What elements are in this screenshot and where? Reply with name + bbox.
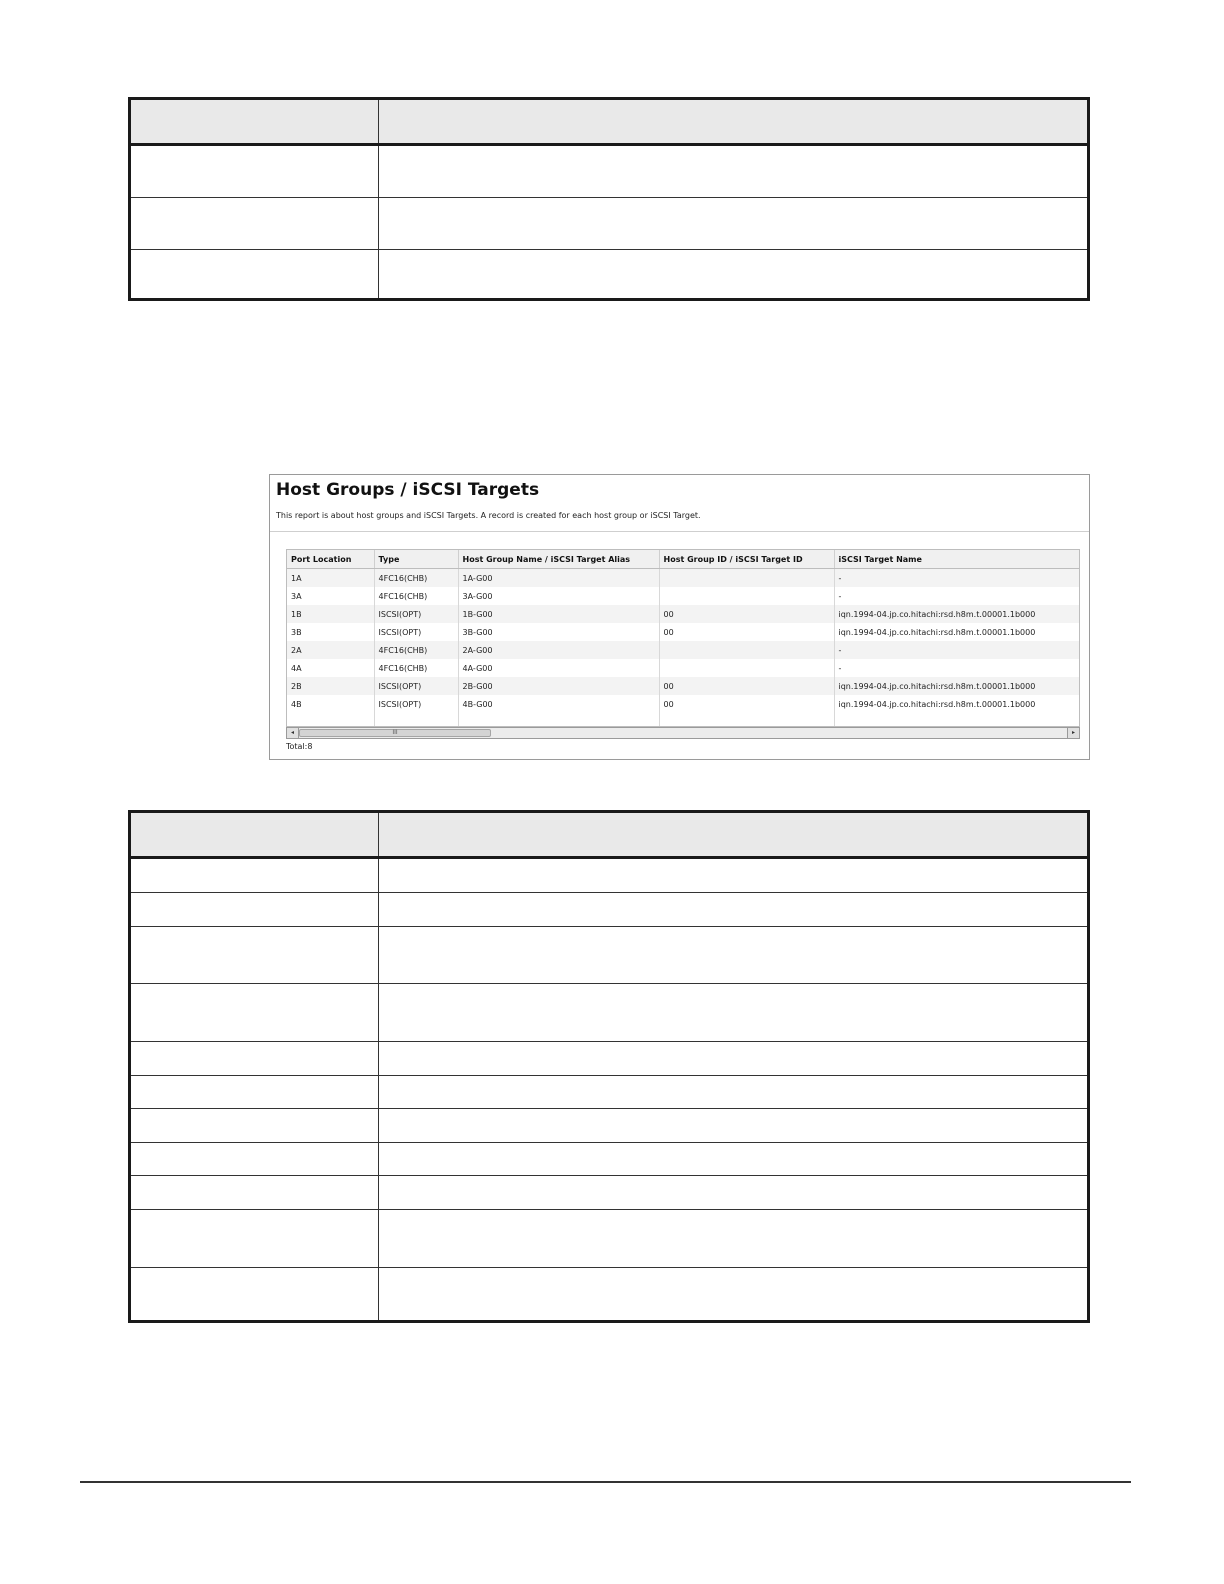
cell-host-group-name: 1A-G00 [458, 569, 659, 588]
header-cell [131, 100, 379, 143]
top-table-row [131, 145, 1087, 197]
bottom-table [128, 810, 1090, 1323]
table-row[interactable] [287, 641, 1080, 659]
cell-type: 4FC16(CHB) [374, 659, 458, 677]
report-grid [286, 549, 1080, 727]
bottom-table-row [131, 1209, 1087, 1267]
cell-type: 4FC16(CHB) [374, 587, 458, 605]
table-row[interactable] [287, 587, 1080, 605]
cell-host-group-id: 00 [659, 605, 834, 623]
cell-host-group-id: 00 [659, 695, 834, 713]
bottom-table-row [131, 1267, 1087, 1320]
total-count: Total:8 [286, 742, 313, 751]
cell-iscsi-target-name: iqn.1994-04.jp.co.hitachi:rsd.h8m.t.00001.1b000 [834, 695, 1080, 713]
horizontal-scrollbar[interactable] [286, 727, 1080, 739]
cell-port-location: 4B [287, 695, 374, 713]
header-cell [131, 813, 379, 856]
cell-host-group-name: 3A-G00 [458, 587, 659, 605]
cell-host-group-name: 1B-G00 [458, 605, 659, 623]
scroll-right-icon[interactable]: ▸ [1067, 728, 1079, 738]
column-header-port-location[interactable]: Port Location [287, 550, 374, 569]
cell-iscsi-target-name: - [834, 641, 1080, 659]
cell-port-location: 2A [287, 641, 374, 659]
cell-host-group-id: 00 [659, 677, 834, 695]
cell-host-group-id [659, 587, 834, 605]
cell-iscsi-target-name: - [834, 569, 1080, 588]
bottom-table-header-row [131, 813, 1087, 858]
top-table-row [131, 249, 1087, 298]
table-row[interactable] [287, 569, 1080, 588]
cell-type: ISCSI(OPT) [374, 605, 458, 623]
host-groups-report [269, 474, 1090, 760]
bottom-table-row [131, 1142, 1087, 1175]
bottom-table-row [131, 1041, 1087, 1075]
cell-type: ISCSI(OPT) [374, 695, 458, 713]
grid-header-row [287, 550, 1080, 569]
bottom-table-row [131, 858, 1087, 892]
top-table-header-row [131, 100, 1087, 145]
footer-rule [80, 1481, 1131, 1483]
scroll-left-icon[interactable]: ◂ [287, 728, 299, 738]
bottom-table-row [131, 1075, 1087, 1108]
bottom-table-row [131, 1175, 1087, 1209]
cell-iscsi-target-name: - [834, 587, 1080, 605]
cell-host-group-name: 2B-G00 [458, 677, 659, 695]
cell-host-group-id [659, 569, 834, 588]
header-cell [379, 100, 1087, 143]
scroll-thumb[interactable]: III [299, 729, 491, 737]
cell-port-location: 1A [287, 569, 374, 588]
column-header-host-group-name[interactable]: Host Group Name / iSCSI Target Alias [458, 550, 659, 569]
table-row[interactable] [287, 677, 1080, 695]
cell-port-location: 3B [287, 623, 374, 641]
cell-host-group-id [659, 659, 834, 677]
table-row[interactable] [287, 623, 1080, 641]
cell-port-location: 1B [287, 605, 374, 623]
bottom-table-row [131, 1108, 1087, 1142]
bottom-table-row [131, 926, 1087, 983]
cell-type: 4FC16(CHB) [374, 641, 458, 659]
table-row[interactable] [287, 695, 1080, 713]
cell-type: 4FC16(CHB) [374, 569, 458, 588]
header-cell [379, 813, 1087, 856]
column-header-host-group-id[interactable]: Host Group ID / iSCSI Target ID [659, 550, 834, 569]
divider [270, 531, 1089, 532]
cell-host-group-id [659, 641, 834, 659]
cell-port-location: 2B [287, 677, 374, 695]
report-title: Host Groups / iSCSI Targets [276, 480, 540, 500]
cell-iscsi-target-name: iqn.1994-04.jp.co.hitachi:rsd.h8m.t.00001.1b000 [834, 677, 1080, 695]
cell-host-group-name: 2A-G00 [458, 641, 659, 659]
top-table [128, 97, 1090, 301]
column-header-iscsi-target-name[interactable]: iSCSI Target Name [834, 550, 1080, 569]
empty-row [287, 713, 1080, 727]
cell-host-group-id: 00 [659, 623, 834, 641]
bottom-table-row [131, 983, 1087, 1041]
cell-host-group-name: 4B-G00 [458, 695, 659, 713]
cell-iscsi-target-name: iqn.1994-04.jp.co.hitachi:rsd.h8m.t.00001.1b000 [834, 623, 1080, 641]
table-row[interactable] [287, 659, 1080, 677]
cell-port-location: 4A [287, 659, 374, 677]
column-header-type[interactable]: Type [374, 550, 458, 569]
table-row[interactable] [287, 605, 1080, 623]
cell-type: ISCSI(OPT) [374, 677, 458, 695]
report-description: This report is about host groups and iSCSI Targets. A record is created for each host group or iSCSI Target. [276, 511, 701, 520]
bottom-table-row [131, 892, 1087, 926]
cell-host-group-name: 3B-G00 [458, 623, 659, 641]
cell-port-location: 3A [287, 587, 374, 605]
cell-iscsi-target-name: iqn.1994-04.jp.co.hitachi:rsd.h8m.t.00001.1b000 [834, 605, 1080, 623]
cell-iscsi-target-name: - [834, 659, 1080, 677]
cell-host-group-name: 4A-G00 [458, 659, 659, 677]
cell-type: ISCSI(OPT) [374, 623, 458, 641]
top-table-row [131, 197, 1087, 249]
